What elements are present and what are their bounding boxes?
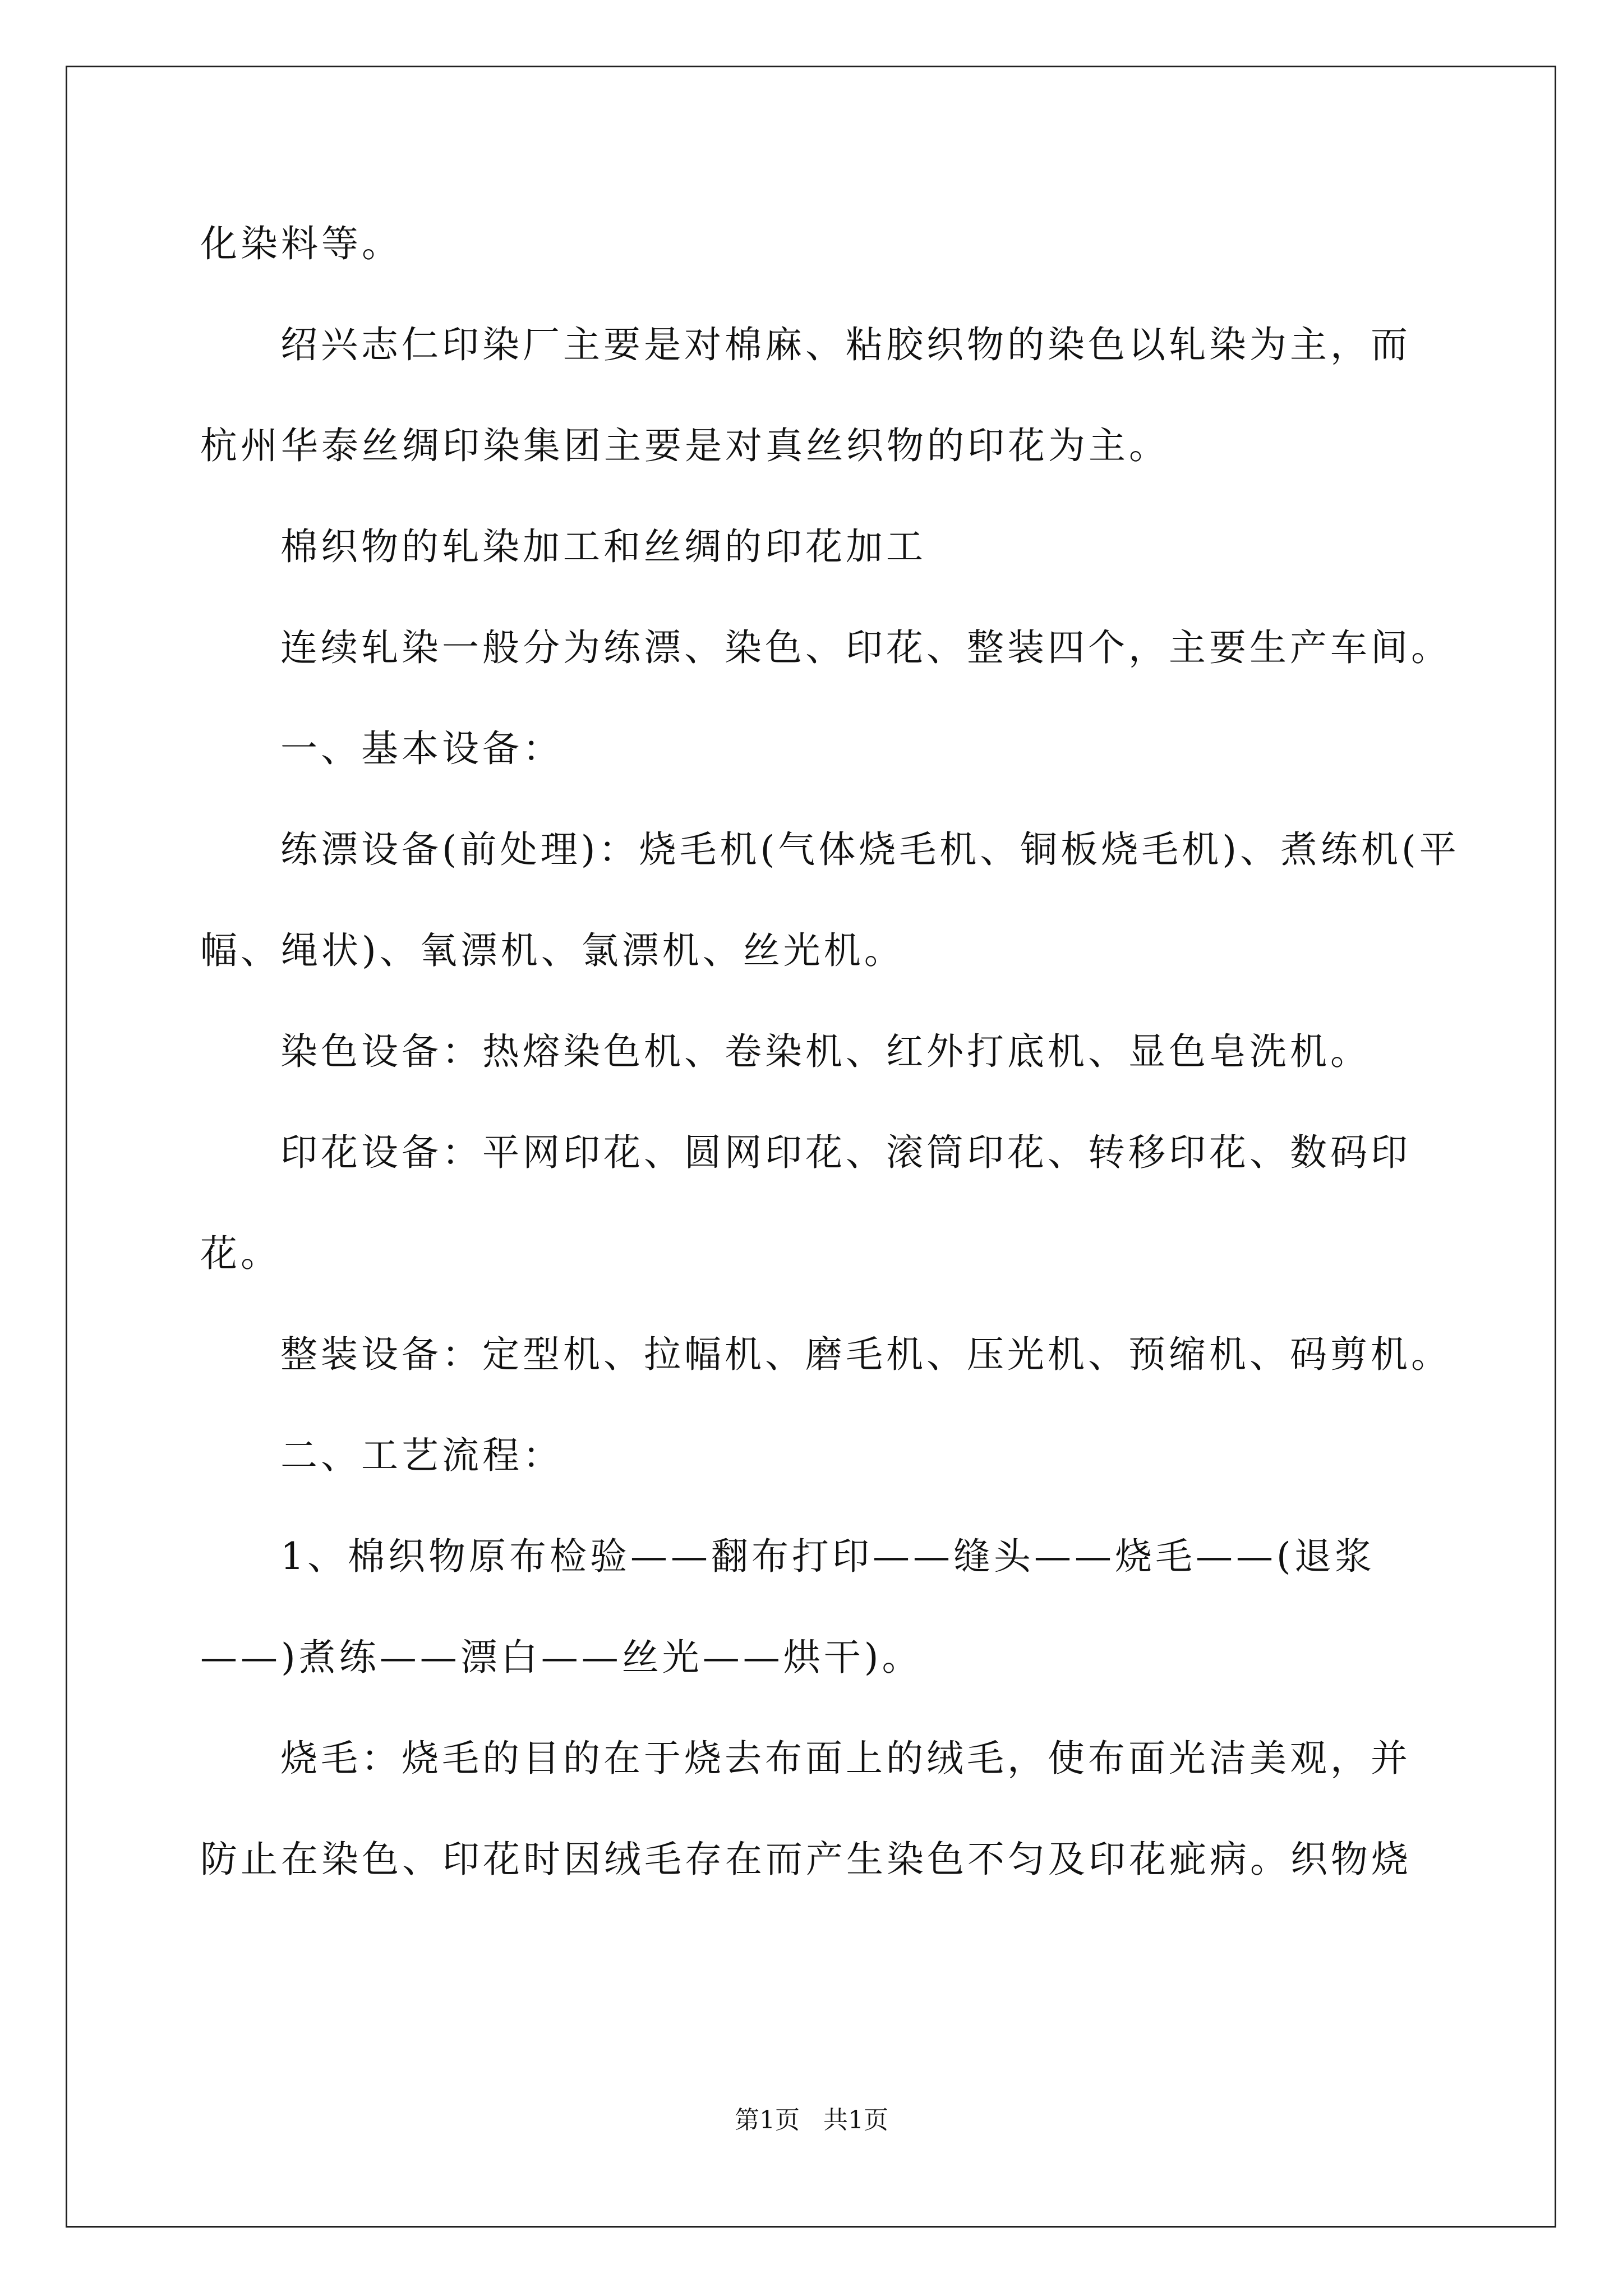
document-body (200, 194, 1460, 1910)
paragraph-line: 化染料等。 (200, 222, 402, 265)
paragraph-line: 花。 (200, 1232, 281, 1275)
paragraph-line: 连续轧染一般分为练漂、染色、印花、整装四个，主要生产车间。 (280, 626, 1451, 669)
paragraph-line: 印花设备：平网印花、圆网印花、滚筒印花、转移印花、数码印 (280, 1131, 1411, 1174)
paragraph-line: 烧毛：烧毛的目的在于烧去布面上的绒毛，使布面光洁美观，并 (280, 1737, 1411, 1780)
paragraph-line: 染色设备：热熔染色机、卷染机、红外打底机、显色皂洗机。 (280, 1030, 1371, 1073)
page-footer: 第1页 共1页 (735, 2106, 888, 2134)
section-heading: 二、工艺流程： (280, 1434, 563, 1477)
paragraph-line: 整装设备：定型机、拉幅机、磨毛机、压光机、预缩机、码剪机。 (280, 1333, 1451, 1376)
paragraph-line: 绍兴志仁印染厂主要是对棉麻、粘胶织物的染色以轧染为主，而 (280, 323, 1411, 366)
paragraph-line: 1、棉织物原布检验——翻布打印——缝头——烧毛——(退浆 (280, 1535, 1375, 1578)
paragraph-line: 练漂设备(前处理)：烧毛机(气体烧毛机、铜板烧毛机)、煮练机(平 (280, 828, 1460, 871)
paragraph-line: 幅、绳状)、氧漂机、氯漂机、丝光机。 (200, 929, 905, 972)
section-heading: 一、基本设备： (280, 727, 563, 770)
paragraph-line: 棉织物的轧染加工和丝绸的印花加工 (280, 525, 926, 568)
paragraph-line: 杭州华泰丝绸印染集团主要是对真丝织物的印花为主。 (200, 424, 1169, 467)
paragraph-line: ——)煮练——漂白——丝光——烘干)。 (200, 1636, 923, 1679)
paragraph-line: 防止在染色、印花时因绒毛存在而产生染色不匀及印花疵病。织物烧 (200, 1838, 1412, 1881)
